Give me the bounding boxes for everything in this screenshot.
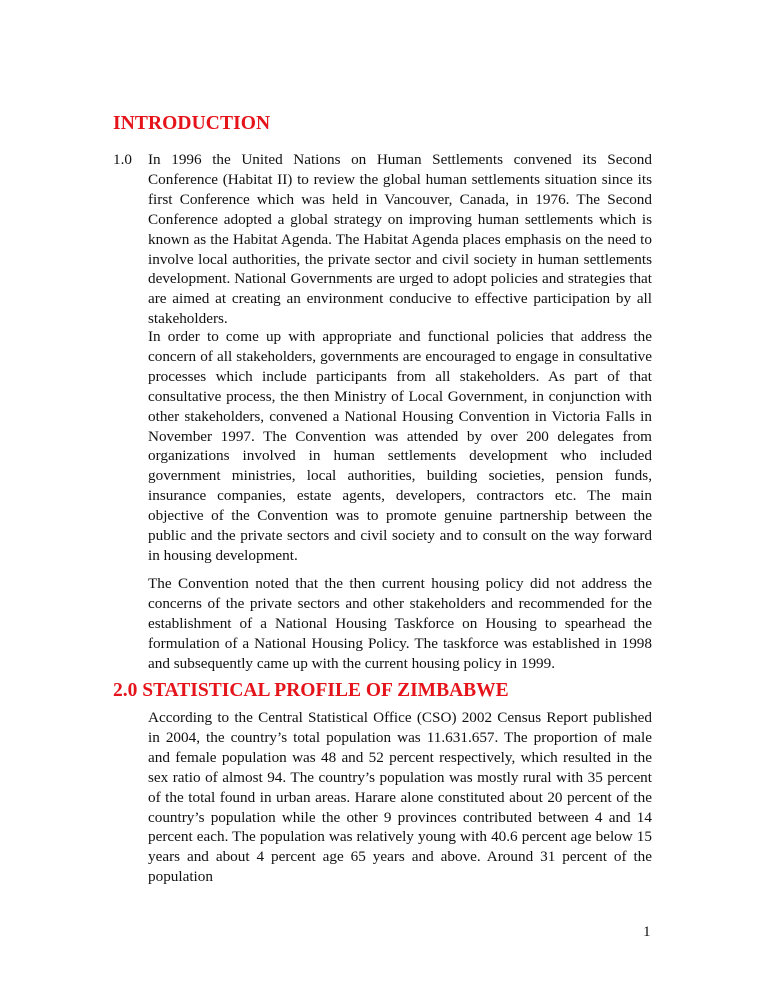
paragraph-habitat-conference: In 1996 the United Nations on Human Settlements convened its Second Conference (Habitat II) to review the global human settlements situation since its first Conference which was held in Vancouver, Canada, in 1976. The Second Conference adopted a global strategy on improving human settlements which is known as the Habitat Agenda. The Habitat Agenda places emphasis on the need to involve local authorities, the private sector and civil society in human settlements development. National Governments are urged to adopt policies and strategies that are aimed at creating an environment conducive to effective participation by all stakeholders. xyxy=(148,151,652,328)
paragraph-housing-taskforce: The Convention noted that the then current housing policy did not address the concerns of the private sectors and other stakeholders and recommended for the establishment of a National Housing Taskforce on Housing to spearhead the formulation of a National Housing Policy. The taskforce was established in 1998 and subsequently came up with the current housing policy in 1999. xyxy=(148,575,652,672)
paragraph-census-report: According to the Central Statistical Office (CSO) 2002 Census Report published in 2004, the country’s total population was 11.631.657. The proportion of male and female population was 48 and 52 percent respectively, which resulted in the sex ratio of almost 94. The country’s population was mostly rural with 35 percent of the total found in urban areas. Harare alone constituted about 20 percent of the country’s population while the other 9 provinces contributed between 4 and 14 percent each. The population was relatively young with 40.6 percent age below 15 years and about 4 percent age 65 years and above. Around 31 percent of the population xyxy=(148,709,652,886)
section-heading-statistical-profile: 2.0 STATISTICAL PROFILE OF ZIMBABWE xyxy=(113,680,509,701)
section-heading-introduction: INTRODUCTION xyxy=(113,113,271,134)
section-number: 1.0 xyxy=(113,151,132,168)
page-number: 1 xyxy=(643,923,651,940)
paragraph-consultative-process: In order to come up with appropriate and functional policies that address the concern of all stakeholders, governments are encouraged to engage in consultative processes which include participants from all stakeholders. As part of that consultative process, the then Ministry of Local Government, in conjunction with other stakeholders, convened a National Housing Convention in Victoria Falls in November 1997. The Convention was attended by over 200 delegates from organizations involved in human settlements development who included government ministries, local authorities, building societies, pension funds, insurance companies, estate agents, developers, contractors etc. The main objective of the Convention was to promote genuine partnership between the public and the private sectors and civil society and to consult on the way forward in housing development. xyxy=(148,328,652,564)
